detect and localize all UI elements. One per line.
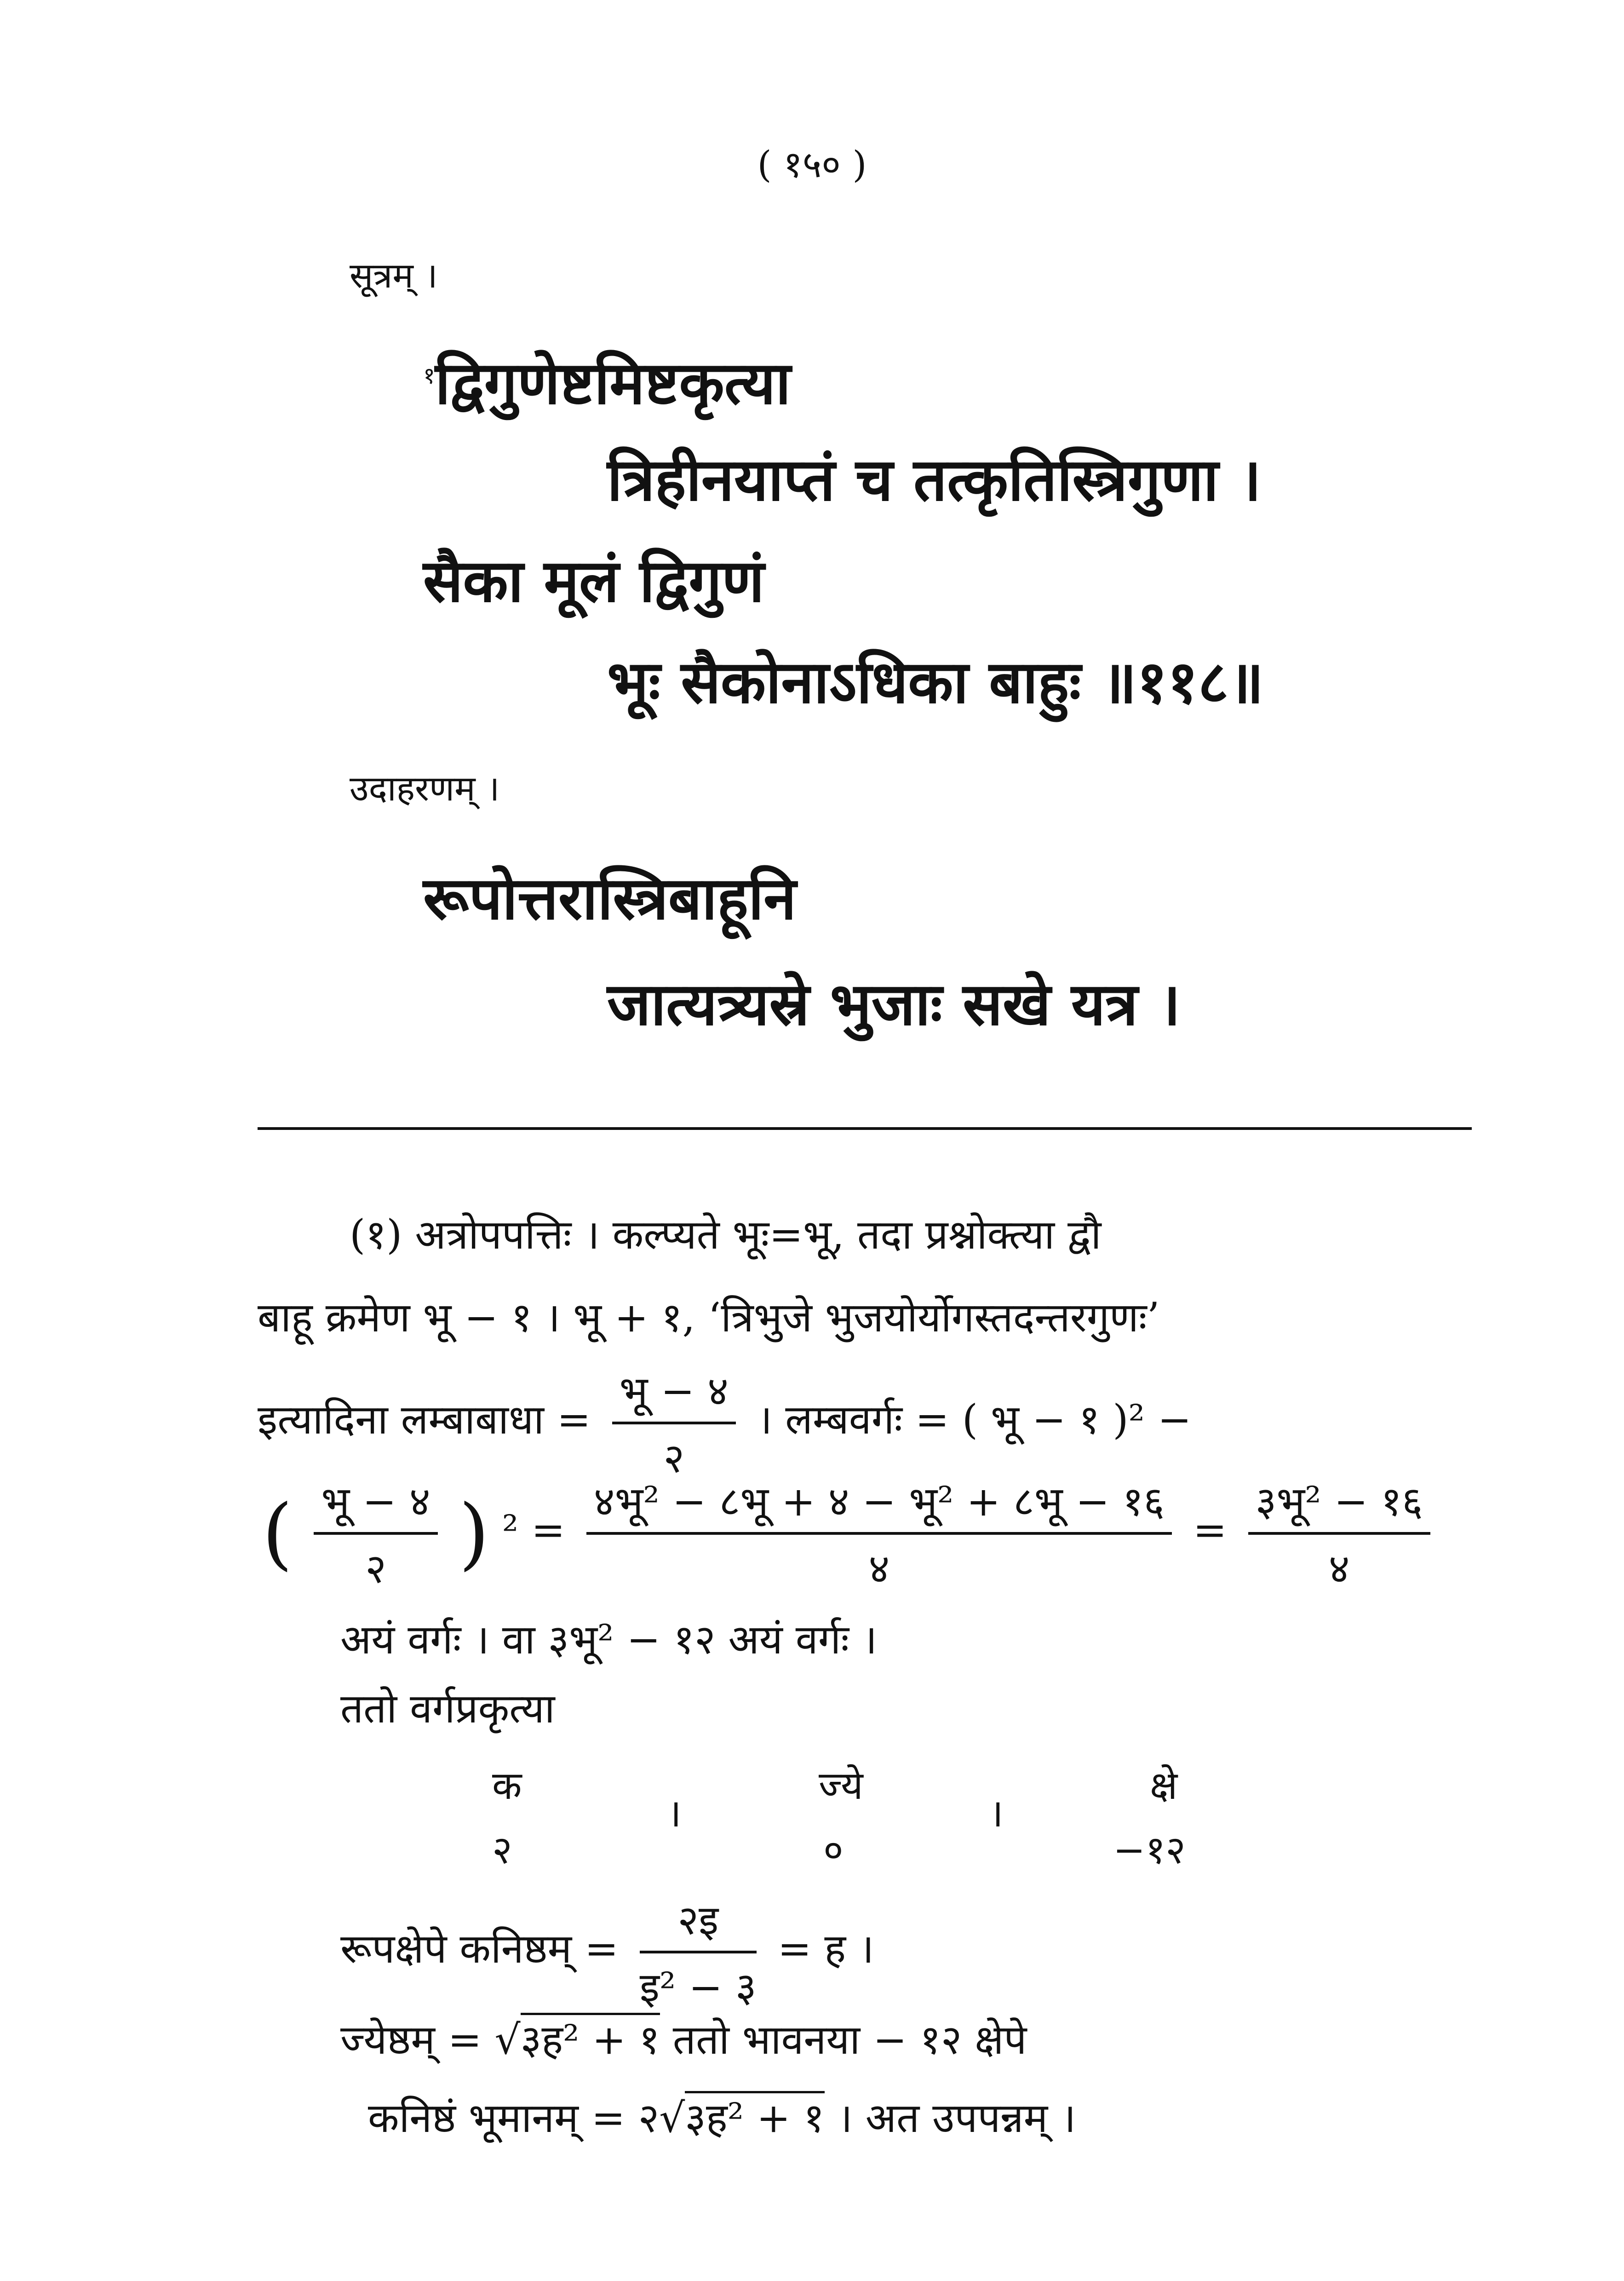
note-line3-pre: इत्यादिना लम्बाबाधा =	[258, 1395, 591, 1443]
verse1-line4: भूः सैकोनाऽधिका बाहुः ॥११८॥	[607, 648, 1264, 717]
square-equals: ² =	[502, 1506, 565, 1554]
table-header-k: क	[492, 1763, 522, 1808]
table-value-kshe: −१२	[1113, 1827, 1186, 1872]
fraction-denominator: २	[365, 1545, 386, 1592]
table-separator-1: ।	[667, 1791, 682, 1836]
verse1-line1	[423, 340, 791, 421]
note-line8-post: = ह ।	[777, 1924, 874, 1972]
fraction-denominator: २	[663, 1434, 685, 1482]
note-line9-post: ततो भावनया − १२ क्षेपे	[672, 2016, 1027, 2063]
fraction-denominator: ४	[868, 1545, 890, 1592]
verse1-line2: त्रिहीनयाप्तं च तत्कृतिस्त्रिगुणा ।	[607, 445, 1262, 514]
fraction-numerator: भू − ४	[314, 1472, 437, 1535]
fraction-numerator: २इ	[640, 1891, 757, 1953]
fraction-squared-term	[314, 1472, 437, 1595]
table-value-k: २	[492, 1827, 512, 1872]
right-paren: )	[459, 1488, 489, 1579]
fraction-numerator: ४भू² − ८भू + ४ − भू² + ८भू − १६	[586, 1472, 1172, 1535]
note-line6: ततो वर्गप्रकृत्या	[340, 1685, 555, 1732]
radicand: ३ह² + १	[521, 2013, 660, 2063]
fraction-expansion	[586, 1472, 1172, 1595]
note-line8-pre: रूपक्षेपे कनिष्ठम् =	[340, 1924, 619, 1972]
note-line4	[262, 1472, 1439, 1595]
sutra-label: सूत्रम् ।	[350, 255, 438, 296]
footnote-marker: १	[423, 362, 435, 389]
note-line8	[340, 1891, 874, 2013]
fraction-result	[1248, 1472, 1430, 1595]
fraction-numerator: भू − ४	[612, 1362, 736, 1424]
verse1-line1-text: द्विगुणेष्टमिष्टकृत्या	[435, 349, 791, 418]
fraction-denominator: ४	[1328, 1545, 1350, 1592]
fraction-kanishtha	[640, 1891, 757, 2013]
equals-sign: =	[1193, 1506, 1227, 1554]
verse2-line2: जात्यत्र्यस्रे भुजाः सखे यत्र ।	[607, 970, 1181, 1039]
note-line10-pre: कनिष्ठं भूमानम् = २√	[368, 2094, 685, 2142]
verse2-line1: रूपोत्तरास्त्रिबाहूनि	[423, 864, 797, 933]
note-line9	[340, 2010, 1027, 2066]
note-line2: बाहू क्रमेण भू − १ । भू + १, ‘त्रिभुजे भुजयोर्योगस्तदन्तरगुणः’	[258, 1294, 1160, 1341]
note-line5: अयं वर्गः । वा ३भू² − १२ अयं वर्गः ।	[340, 1616, 878, 1663]
note-line3	[258, 1362, 1192, 1484]
note-line9-pre: ज्येष्ठम् = √	[340, 2016, 521, 2063]
table-separator-2: ।	[989, 1791, 1004, 1836]
fraction-lamba-abadha	[612, 1362, 736, 1484]
table-header-kshe: क्षे	[1150, 1763, 1178, 1808]
fraction-numerator: ३भू² − १६	[1248, 1472, 1430, 1535]
note-line10	[368, 2089, 1076, 2144]
footnote-divider	[258, 1127, 1472, 1130]
note-line1: (१) अत्रोपपत्तिः । कल्प्यते भूः=भू, तदा प्रश्नोक्त्या द्वौ	[350, 1211, 1102, 1258]
fraction-denominator: इ² − ३	[639, 1964, 757, 2011]
note-line3-post: । लम्बवर्गः = ( भू − १ )² −	[757, 1395, 1192, 1443]
page-number: ( १५० )	[757, 143, 867, 186]
table-header-jye: ज्ये	[819, 1763, 863, 1808]
left-paren: (	[262, 1488, 293, 1579]
radicand: ३ह² + १	[685, 2091, 824, 2142]
table-value-jye: ०	[823, 1827, 844, 1872]
udaharana-label: उदाहरणम् ।	[350, 768, 500, 809]
note-line10-post: । अत उपपन्नम् ।	[837, 2094, 1076, 2142]
verse1-line3: सैका मूलं द्विगुणं	[423, 547, 764, 616]
